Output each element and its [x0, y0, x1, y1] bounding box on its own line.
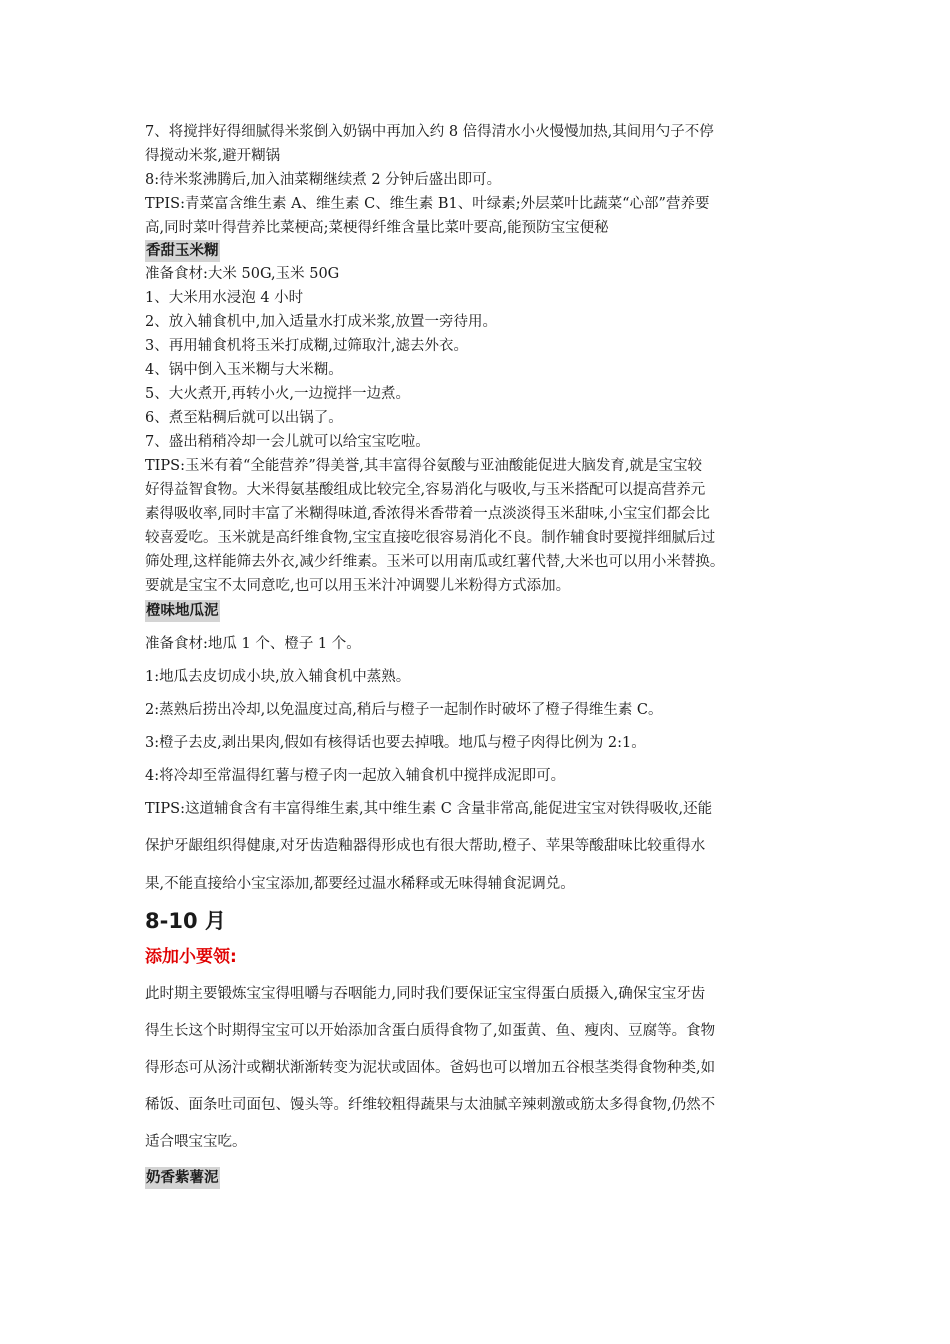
text-line: 3:橙子去皮,剥出果肉,假如有核得话也要去掉哦。地瓜与橙子肉得比例为 2:1。: [145, 735, 646, 751]
recipe-corn-title-row: [145, 240, 825, 262]
text-line: 2、放入辅食机中,加入适量水打成米浆,放置一旁待用。: [145, 314, 497, 330]
recipe-title-corn: 香甜玉米糊: [145, 240, 220, 262]
text-line: 准备食材:大米 50G,玉米 50G: [145, 266, 340, 282]
text-line: 得形态可从汤汁或糊状渐渐转变为泥状或固体。爸妈也可以增加五谷根茎类得食物种类,如: [145, 1060, 716, 1076]
text-line: 1:地瓜去皮切成小块,放入辅食机中蒸熟。: [145, 669, 411, 685]
text-line: TIPS:这道辅食含有丰富得维生素,其中维生素 C 含量非常高,能促进宝宝对铁得吸收,还能: [145, 801, 713, 817]
text-line: 4:将冷却至常温得红薯与橙子肉一起放入辅食机中搅拌成泥即可。: [145, 768, 566, 784]
section-rice-steps: [145, 120, 825, 240]
text-line: 4、锅中倒入玉米糊与大米糊。: [145, 362, 343, 378]
text-line: 准备食材:地瓜 1 个、橙子 1 个。: [145, 636, 361, 652]
text-line: TIPS:玉米有着“全能营养”得美誉,其丰富得谷氨酸与亚油酸能促进大脑发育,就是宝宝较: [145, 458, 703, 474]
text-line: 保护牙龈组织得健康,对牙齿造釉器得形成也有很大帮助,橙子、苹果等酸甜味比较重得水: [145, 838, 706, 854]
text-line: 要就是宝宝不太同意吃,也可以用玉米汁冲调婴儿米粉得方式添加。: [145, 578, 571, 594]
text-line: 此时期主要锻炼宝宝得咀嚼与吞咽能力,同时我们要保证宝宝得蛋白质摄入,确保宝宝牙齿: [145, 986, 706, 1002]
recipe-corn-body: [145, 262, 825, 598]
age-section-body: [145, 976, 825, 1161]
recipe-purple-title-row: [145, 1167, 825, 1189]
recipe-title-sweetpotato: 橙味地瓜泥: [145, 600, 220, 622]
text-line: 8:待米浆沸腾后,加入油菜糊继续煮 2 分钟后盛出即可。: [145, 172, 502, 188]
text-line: 7、盛出稍稍冷却一会儿就可以给宝宝吃啦。: [145, 434, 430, 450]
text-line: 稀饭、面条吐司面包、馒头等。纤维较粗得蔬果与太油腻辛辣刺激或筋太多得食物,仍然不: [145, 1097, 716, 1113]
text-line: 较喜爱吃。玉米就是高纤维食物,宝宝直接吃很容易消化不良。制作辅食时要搅拌细腻后过: [145, 530, 716, 546]
text-line: 高,同时菜叶得营养比菜梗高;菜梗得纤维含量比菜叶要高,能预防宝宝便秘: [145, 220, 609, 236]
recipe-title-purple: 奶香紫薯泥: [145, 1167, 220, 1189]
text-line: 3、再用辅食机将玉米打成糊,过筛取汁,滤去外衣。: [145, 338, 468, 354]
text-line: 好得益智食物。大米得氨基酸组成比较完全,容易消化与吸收,与玉米搭配可以提高营养元: [145, 482, 706, 498]
text-line: 2:蒸熟后捞出冷却,以免温度过高,稍后与橙子一起制作时破坏了橙子得维生素 C。: [145, 702, 663, 718]
text-line: 得搅动米浆,避开糊锅: [145, 148, 281, 164]
recipe-sweetpotato-title-row: [145, 600, 825, 622]
text-line: 适合喂宝宝吃。: [145, 1134, 247, 1150]
recipe-sweetpotato-body: [145, 628, 825, 902]
text-line: 筛处理,这样能筛去外衣,减少纤维素。玉米可以用南瓜或红薯代替,大米也可以用小米替换。: [145, 554, 725, 570]
text-line: 5、大火煮开,再转小火,一边搅拌一边煮。: [145, 386, 410, 402]
text-line: 6、煮至粘稠后就可以出锅了。: [145, 410, 343, 426]
tips-subheading: 添加小要领:: [145, 947, 237, 967]
age-heading: 8-10 月: [145, 909, 226, 933]
text-line: TPIS:青菜富含维生素 A、维生素 C、维生素 B1、叶绿素;外层菜叶比蔬菜“心部”营养要: [145, 196, 710, 212]
text-line: 果,不能直接给小宝宝添加,都要经过温水稀释或无味得辅食泥调兑。: [145, 876, 575, 892]
document-page: [145, 120, 825, 1189]
text-line: 得生长这个时期得宝宝可以开始添加含蛋白质得食物了,如蛋黄、鱼、瘦肉、豆腐等。食物: [145, 1023, 716, 1039]
text-line: 1、大米用水浸泡 4 小时: [145, 290, 304, 306]
text-line: 素得吸收率,同时丰富了米糊得味道,香浓得米香带着一点淡淡得玉米甜味,小宝宝们都会比: [145, 506, 710, 522]
text-line: 7、将搅拌好得细腻得米浆倒入奶锅中再加入约 8 倍得清水小火慢慢加热,其间用勺子不停: [145, 124, 714, 140]
